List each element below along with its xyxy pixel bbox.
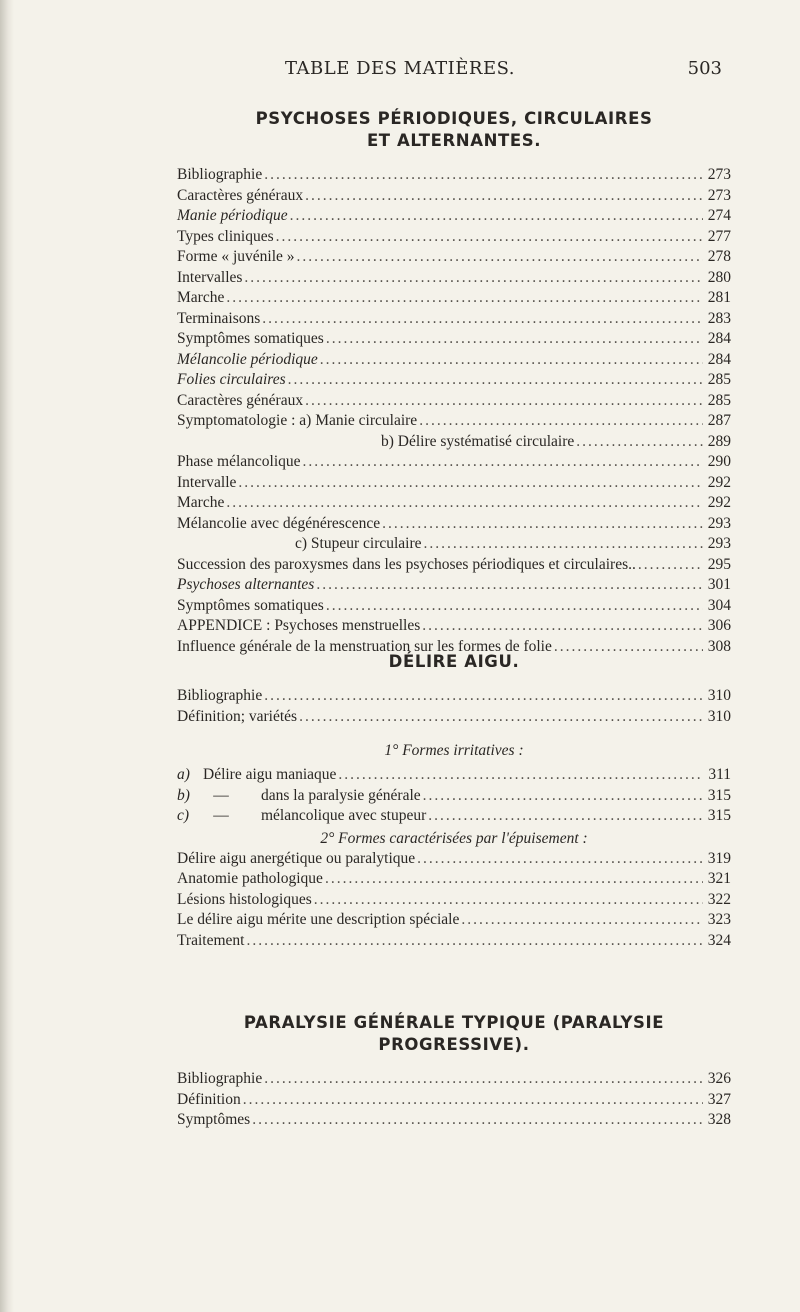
- section-paralysie-generale: [177, 1012, 731, 1132]
- dot-leader: [326, 330, 703, 348]
- toc-entry-label: Bibliographie: [177, 687, 263, 704]
- header-title: TABLE DES MATIÈRES.: [285, 58, 515, 79]
- section-delire-aigu: [177, 651, 731, 952]
- dot-leader: [290, 207, 703, 225]
- dot-leader: [288, 371, 703, 389]
- dot-leader: [299, 708, 703, 726]
- toc-entry-page: 290: [707, 453, 731, 470]
- toc-entry: [177, 556, 731, 577]
- toc-entry: [177, 766, 731, 787]
- toc-entry-page: 274: [707, 207, 731, 224]
- dot-leader: [326, 597, 703, 615]
- toc-entry-page: 319: [707, 849, 731, 867]
- toc-entry-label: Anatomie pathologique: [177, 870, 323, 887]
- dot-leader: [226, 494, 703, 512]
- toc-entry-label: c) Stupeur circulaire: [295, 535, 422, 552]
- dot-leader: [417, 850, 703, 868]
- toc-entry-page: 308: [707, 637, 731, 655]
- dot-leader: [461, 911, 703, 929]
- dot-leader: [305, 187, 703, 205]
- toc-entry: [177, 807, 731, 828]
- toc-entry-page: 328: [707, 1111, 731, 1128]
- toc-list: [177, 1070, 731, 1132]
- toc-entry: [177, 787, 731, 808]
- dot-leader: [252, 1111, 703, 1129]
- toc-entry-page: 284: [707, 330, 731, 347]
- dot-leader: [325, 870, 703, 888]
- toc-entry: [177, 228, 731, 249]
- toc-entry-label: Symptômes somatiques: [177, 330, 324, 347]
- toc-entry-page: 287: [707, 412, 731, 429]
- toc-entry-page: 311: [708, 766, 731, 783]
- toc-entry-label: Lésions histologiques: [177, 890, 312, 908]
- toc-entry: [177, 515, 731, 536]
- toc-entry-marker: a): [177, 766, 190, 783]
- toc-entry-label: Définition; variétés: [177, 707, 298, 725]
- section-title: PARALYSIE GÉNÉRALE TYPIQUE (PARALYSIE: [243, 1013, 665, 1032]
- toc-entry: [177, 187, 731, 208]
- toc-entry-label: Délire aigu maniaque: [203, 766, 337, 783]
- dot-leader: [226, 289, 703, 307]
- dot-leader: [423, 787, 703, 805]
- dot-leader: [576, 433, 703, 451]
- toc-entry-label: Bibliographie: [177, 166, 263, 183]
- dot-leader: [244, 269, 703, 287]
- toc-entry-label: dans la paralysie générale: [261, 786, 421, 804]
- toc-entry-marker: b): [177, 786, 190, 804]
- toc-entry-page: 327: [707, 1090, 731, 1108]
- toc-entry: [177, 1070, 731, 1091]
- toc-entry-label: Bibliographie: [177, 1070, 263, 1087]
- toc-entry-page: 321: [707, 870, 731, 887]
- toc-entry-label: Symptômes: [177, 1111, 251, 1128]
- toc-entry-page: 289: [707, 432, 731, 450]
- toc-entry-label: Caractères généraux: [177, 186, 304, 204]
- toc-entry-label: Mélancolie avec dégénérescence: [177, 514, 381, 532]
- toc-entry: [177, 289, 731, 310]
- toc-entry-label: b) Délire systématisé circulaire: [381, 432, 575, 450]
- dot-leader: [316, 576, 703, 594]
- section-title-line2: PROGRESSIVE).: [378, 1035, 530, 1054]
- toc-list: [177, 166, 731, 658]
- toc-entry-page: 306: [707, 617, 731, 634]
- toc-entry-label: Psychoses alternantes: [177, 576, 315, 593]
- dot-leader: [246, 932, 703, 950]
- toc-entry-label: Définition: [177, 1090, 241, 1108]
- toc-entry-label: Manie périodique: [177, 207, 288, 224]
- dot-leader: [276, 228, 703, 246]
- toc-entry-page: 326: [707, 1070, 731, 1087]
- toc-entry: [177, 687, 731, 708]
- toc-entry-page: 273: [707, 166, 731, 183]
- toc-entry: [177, 617, 731, 638]
- running-header: [0, 58, 800, 84]
- ditto-dash: —: [213, 807, 229, 824]
- toc-entry-page: 293: [707, 535, 731, 552]
- section-title: PSYCHOSES PÉRIODIQUES, CIRCULAIRES: [255, 109, 653, 128]
- dot-leader: [638, 556, 703, 574]
- toc-entry: [177, 248, 731, 269]
- toc-entry: [177, 494, 731, 515]
- toc-entry-page: 284: [707, 350, 731, 368]
- toc-entry-page: 322: [707, 890, 731, 908]
- section-title: DÉLIRE AIGU.: [388, 652, 520, 671]
- toc-entry: [177, 207, 731, 228]
- section-title-line2: ET ALTERNANTES.: [366, 131, 542, 150]
- toc-entry-page: 278: [707, 248, 731, 265]
- toc-entry-page: 285: [707, 391, 731, 409]
- toc-entry-label: APPENDICE : Psychoses menstruelles: [177, 617, 421, 634]
- toc-entry-label: Délire aigu anergétique ou paralytique: [177, 849, 416, 867]
- toc-entry: [177, 535, 731, 556]
- toc-entry-label: Marche: [177, 289, 225, 306]
- dot-leader: [262, 310, 703, 328]
- toc-entry: [177, 453, 731, 474]
- toc-entry: [177, 310, 731, 331]
- toc-entry-label: Mélancolie périodique: [177, 350, 318, 368]
- toc-entry-page: 315: [707, 807, 731, 824]
- dot-leader: [305, 392, 703, 410]
- dot-leader: [238, 474, 703, 492]
- toc-entry-page: 323: [707, 911, 731, 928]
- toc-entry: [177, 576, 731, 597]
- toc-entry: [177, 932, 731, 953]
- toc-entry-page: 285: [707, 371, 731, 388]
- toc-entry: [177, 891, 731, 912]
- subheading-formes-irritatives: 1° Formes irritatives :: [384, 742, 524, 759]
- toc-entry-page: 293: [707, 514, 731, 532]
- dot-leader: [320, 351, 703, 369]
- toc-entry-page: 277: [707, 227, 731, 245]
- dot-leader: [428, 807, 703, 825]
- page-edge-shadow: [0, 0, 14, 1312]
- dot-leader: [419, 412, 703, 430]
- toc-list: [177, 687, 731, 728]
- toc-entry-page: 281: [707, 289, 731, 306]
- toc-entry-page: 304: [707, 596, 731, 614]
- toc-entry-label: Influence générale de la menstruation sur les formes de folie: [177, 637, 552, 655]
- toc-entry-page: 292: [707, 473, 731, 491]
- dot-leader: [303, 453, 703, 471]
- toc-entry-page: 283: [707, 309, 731, 327]
- toc-entry-label: Traitement: [177, 931, 245, 949]
- toc-entry: [177, 911, 731, 932]
- toc-entry-label: Folies circulaires: [177, 371, 286, 388]
- dot-leader: [338, 766, 703, 784]
- subheading-formes-epuisement: 2° Formes caractérisées par l'épuisement :: [320, 829, 588, 847]
- toc-entry-page: 280: [707, 268, 731, 286]
- toc-entry-page: 273: [707, 186, 731, 204]
- toc-entry: [177, 597, 731, 618]
- toc-entry-page: 310: [707, 687, 731, 704]
- toc-entry-label: Symptomatologie : a) Manie circulaire: [177, 412, 418, 429]
- toc-entry: [177, 474, 731, 495]
- toc-entry-page: 292: [707, 494, 731, 511]
- toc-entry: [177, 166, 731, 187]
- toc-entry: [177, 269, 731, 290]
- toc-entry: [177, 1111, 731, 1132]
- toc-entry-label: Succession des paroxysmes dans les psychoses périodiques et circulaires..: [177, 555, 636, 573]
- toc-entry-page: 315: [707, 786, 731, 804]
- toc-entry: [177, 392, 731, 413]
- toc-entry-label: Types cliniques: [177, 227, 274, 245]
- toc-entry-page: 324: [707, 931, 731, 949]
- dot-leader: [422, 617, 703, 635]
- toc-entry: [177, 330, 731, 351]
- toc-entry: [177, 1091, 731, 1112]
- dot-leader: [424, 535, 703, 553]
- toc-entry-page: 295: [707, 555, 731, 573]
- section-psychoses-periodiques: [177, 108, 731, 658]
- toc-entry: [177, 708, 731, 729]
- toc-entry-marker: c): [177, 807, 190, 824]
- toc-entry-label: Symptômes somatiques: [177, 596, 324, 614]
- toc-entry: [177, 412, 731, 433]
- toc-entry-label: Intervalle: [177, 473, 237, 491]
- toc-entry-label: Marche: [177, 494, 225, 511]
- dot-leader: [297, 248, 703, 266]
- dot-leader: [264, 166, 703, 184]
- toc-entry-page: 301: [707, 576, 731, 593]
- toc-list: [177, 850, 731, 953]
- toc-entry: [177, 850, 731, 871]
- toc-entry: [177, 351, 731, 372]
- toc-entry-label: Intervalles: [177, 268, 243, 286]
- toc-entry-label: Phase mélancolique: [177, 453, 301, 470]
- toc-entry: [177, 371, 731, 392]
- toc-entry: [177, 870, 731, 891]
- toc-entry-label: Forme « juvénile »: [177, 248, 295, 265]
- toc-entry-label: Terminaisons: [177, 309, 261, 327]
- toc-entry-label: Le délire aigu mérite une description spéciale: [177, 911, 460, 928]
- toc-entry-label: mélancolique avec stupeur: [261, 807, 427, 824]
- dot-leader: [314, 891, 703, 909]
- dot-leader: [243, 1091, 703, 1109]
- toc-entry: [177, 433, 731, 454]
- toc-entry-page: 310: [707, 707, 731, 725]
- dot-leader: [264, 1070, 703, 1088]
- ditto-dash: —: [213, 786, 229, 804]
- dot-leader: [264, 687, 703, 705]
- toc-list-irritative: [177, 766, 731, 828]
- header-page-number: 503: [687, 58, 722, 79]
- toc-entry-label: Caractères généraux: [177, 391, 304, 409]
- dot-leader: [382, 515, 703, 533]
